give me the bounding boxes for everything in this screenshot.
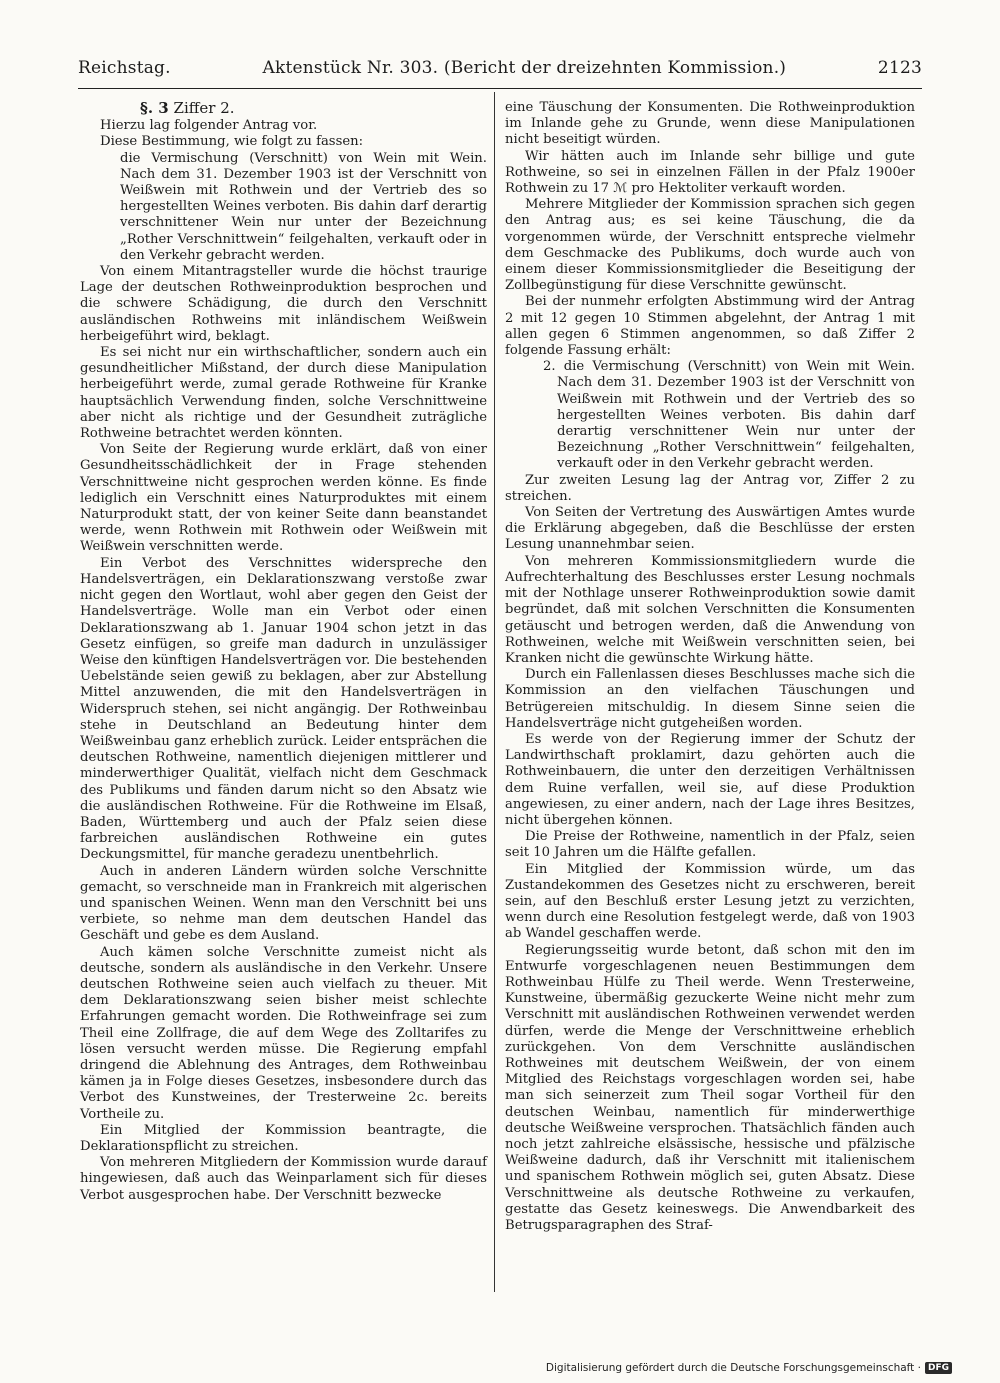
paragraph: Es werde von der Regierung immer der Schutz der Landwirthschaft proklamirt, dazu gehörten auch die Rothweinbauern, die unter den derzeitigen Verhältnissen dem Ruine verfallen, weil sie, auf diese Produktion angewiesen, zu einer andern, nach der Lage ihres Besitzes, nicht übergehen können.: [505, 731, 915, 828]
paragraph: Die Preise der Rothweine, namentlich in der Pfalz, seien seit 10 Jahren um die Hälfte gefallen.: [505, 829, 915, 861]
paragraph: die Vermischung (Verschnitt) von Wein mit Wein. Nach dem 31. Dezember 1903 ist der Verschnitt von Weißwein mit Rothwein und der Vertrieb des so hergestellten Weines verboten. Bis dahin darf derartig verschnittener Wein nur unter der Bezeichnung „Rother Verschnittwein“ feilgehalten, verkauft oder in den Verkehr gebracht werden.: [120, 150, 487, 263]
header-title: Aktenstück Nr. 303.: [262, 58, 439, 78]
paragraph: Hierzu lag folgender Antrag vor.: [100, 118, 318, 134]
paragraph: Auch kämen solche Verschnitte zumeist nicht als deutsche, sondern als ausländische in den Verkehr. Unsere deutschen Rothweine seien auch vielfach zu theuer. Mit dem Deklarationszwang seien bisher meist schlechte Erfahrungen gemacht worden. Die Rothweinfrage sei zum Theil eine Zollfrage, die auf dem Wege des Zolltarifes zu lösen versucht werden müsse. Die Regierung empfahl dringend die Ablehnung des Antrages, dem Rothweinbau kämen ja in Folge dieses Gesetzes, insbesondere durch das Verbot des Kunstweines, der Tresterweine 2c. bereits Vortheile zu.: [80, 944, 487, 1122]
right-column: [505, 100, 915, 1234]
paragraph: Von mehreren Mitgliedern der Kommission wurde darauf hingewiesen, daß auch das Weinparlament sich für dieses Verbot ausgesprochen habe. Der Verschnitt bezwecke: [80, 1155, 487, 1203]
section-heading-label: Ziffer 2.: [173, 99, 235, 117]
paragraph: Wir hätten auch im Inlande sehr billige und gute Rothweine, so sei in einzelnen Fällen in der Pfalz 1900er Rothwein zu 17 ℳ pro Hektoliter verkauft worden.: [505, 148, 915, 197]
section-heading: [140, 100, 487, 116]
paragraph: Von einem Mitantragsteller wurde die höchst traurige Lage der deutschen Rothweinproduktion besprochen und die schwere Schädigung, die durch den Verschnitt ausländischen Rothweins mit inländischem Weißwein herbeigeführt wird, beklagt.: [80, 264, 487, 344]
column-divider: [494, 92, 495, 1292]
right-paragraphs: [505, 100, 915, 1234]
paragraph: Bei der nunmehr erfolgten Abstimmung wird der Antrag 2 mit 12 gegen 10 Stimmen abgelehnt, der Antrag 1 mit allen gegen 6 Stimmen angenommen, so daß Ziffer 2 folgende Fassung erhält:: [505, 294, 915, 359]
section-heading-number: §. 3: [140, 99, 169, 117]
left-paragraphs: [80, 118, 487, 1204]
paragraph: Ein Verbot des Verschnittes widerspreche den Handelsverträgen, ein Deklarationszwang verstoße zwar nicht gegen den Wortlaut, wohl aber gegen den Geist der Handelsverträge. Wolle man ein Verbot oder einen Deklarationszwang ab 1. Januar 1904 schon jetzt in das Gesetz einfügen, so greife man dadurch in unzulässiger Weise den künftigen Handelsverträgen vor. Die bestehenden Uebelstände seien gewiß zu beklagen, aber zur Abstellung Mittel anzuwenden, die mit den Handelsverträgen in Widerspruch stehen, sei nicht angängig. Der Rothweinbau stehe in Deutschland an Bedeutung hinter dem Weißweinbau ganz erheblich zurück. Leider entsprächen die deutschen Rothweine, namentlich diejenigen mittlerer und minderwerthiger Qualität, vielfach nicht dem Geschmack des Publikums und fänden darum nicht so den Absatz wie die ausländischen Rothweine. Für die Rothweine im Elsaß, Baden, Württemberg und auch der Pfalz seien diese farbreichen ausländischen Rothweine ein gutes Deckungsmittel, für manche geradezu unentbehrlich.: [80, 555, 487, 863]
footer: [546, 1362, 952, 1374]
paragraph: eine Täuschung der Konsumenten. Die Rothweinproduktion im Inlande gehe zu Grunde, wenn diese Manipulationen nicht beseitigt würden.: [505, 100, 915, 148]
paragraph: Regierungsseitig wurde betont, daß schon mit den im Entwurfe vorgeschlagenen neuen Bestimmungen dem Rothweinbau Hülfe zu Theil werde. Wenn Tresterweine, Kunstweine, übermäßig gezuckerte Weine nicht mehr zum Verschnitt mit ausländischen Rothweinen verwendet werden dürfen, werde die Menge der Verschnittweine erheblich zurückgehen. Von dem Verschnitte ausländischen Rothweines mit deutschem Weißwein, der von einem Mitglied des Reichstags vorgeschlagen worden sei, habe man sich seinerzeit zum Theil sogar Vortheil für den deutschen Weinbau, namentlich für minderwerthige deutsche Weißweine versprochen. Thatsächlich fänden auch noch jetzt zahlreiche elsässische, hessische und pfälzische Weißweine dadurch, daß ihr Verschnitt mit italienischem und spanischem Rothwein möglich sei, guten Absatz. Diese Verschnittweine als deutsche Rothweine zu verkaufen, gestatte das Gesetz keineswegs. Die Anwendbarkeit des Betrugsparagraphen des Straf-: [505, 942, 915, 1234]
header-subtitle: (Bericht der dreizehnten Kommission.): [443, 58, 787, 78]
footer-text: Digitalisierung gefördert durch die Deutsche Forschungsgemeinschaft ·: [545, 1362, 921, 1374]
paragraph: Ein Mitglied der Kommission beantragte, die Deklarationspflicht zu streichen.: [80, 1122, 487, 1154]
paragraph: Auch in anderen Ländern würden solche Verschnitte gemacht, so verschneide man in Frankreich mit algerischen und spanischen Weinen. Wenn man den Verschnitt bei uns verbiete, so nehme man dem deutschen Handel das Geschäft und gebe es dem Ausland.: [80, 863, 487, 944]
header-left: Reichstag.: [78, 58, 171, 78]
running-header: [78, 58, 922, 88]
dfg-logo: DFG: [925, 1362, 952, 1374]
page-number: 2123: [877, 58, 922, 78]
paragraph: Von mehreren Kommissionsmitgliedern wurde die Aufrechterhaltung des Beschlusses erster Lesung nochmals mit der Nothlage unserer Rothweinproduktion sowie damit begründet, daß mit solchen Verschnitten die Konsumenten getäuscht und betrogen werden, daß die Anwendung von Rothweinen, welche mit Weißwein verschnitten seien, bei Kranken nicht die gewünschte Wirkung hätte.: [505, 553, 915, 666]
paragraph: Von Seiten der Vertretung des Auswärtigen Amtes wurde die Erklärung abgegeben, daß die Beschlüsse der ersten Lesung unannehmbar seien.: [505, 505, 915, 553]
paragraph: Es sei nicht nur ein wirthschaftlicher, sondern auch ein gesundheitlicher Mißstand, der durch diese Manipulation herbeigeführt werde, zumal gerade Rothweine für Kranke hauptsächlich Verwendung finden, solche Verschnittweine aber nicht als richtige und der Gesundheit zuträgliche Rothweine betrachtet werden könnten.: [80, 345, 487, 442]
paragraph: Durch ein Fallenlassen dieses Beschlusses mache sich die Kommission an den vielfachen Täuschungen und Betrügereien mitschuldig. In diesem Sinne seien die Handelsverträge nicht gutgeheißen worden.: [505, 667, 915, 731]
left-column: [80, 100, 487, 1204]
paragraph: Zur zweiten Lesung lag der Antrag vor, Ziffer 2 zu streichen.: [505, 472, 915, 504]
paragraph: Diese Bestimmung, wie folgt zu fassen:: [100, 134, 364, 150]
header-title-group: [171, 58, 878, 78]
paragraph: 2. die Vermischung (Verschnitt) von Wein mit Wein. Nach dem 31. Dezember 1903 ist der Verschnitt von Weißwein mit Rothwein und der Vertrieb des so hergestellten Weines verboten. Bis dahin darf derartig verschnittener Wein nur unter der Bezeichnung „Rother Verschnittwein“ feilgehalten, verkauft oder in den Verkehr gebracht werden.: [543, 359, 915, 472]
paragraph: Von Seite der Regierung wurde erklärt, daß von einer Gesundheitsschädlichkeit der in Frage stehenden Verschnittweine nicht gesprochen werden könne. Es finde lediglich ein Verschnitt eines Naturproduktes mit einem Naturprodukt statt, der von keiner Seite dann beanstandet werde, wenn Rothwein mit Rothwein oder Weißwein mit Weißwein verschnitten werde.: [80, 442, 487, 555]
header-rule: [78, 88, 922, 89]
paragraph: Ein Mitglied der Kommission würde, um das Zustandekommen des Gesetzes nicht zu erschweren, bereit sein, auf den Beschluß erster Lesung jetzt zu verzichten, wenn durch eine Resolution festgelegt werde, daß von 1903 ab Wandel geschaffen werde.: [505, 861, 915, 942]
paragraph: Mehrere Mitglieder der Kommission sprachen sich gegen den Antrag aus; es sei keine Täuschung, die da vorgenommen würde, der Verschnitt entspreche vielmehr dem Geschmacke des Publikums, doch wurde auch von einem dieser Kommissionsmitglieder die Beseitigung der Zollbegünstigung für diese Verschnitte gewünscht.: [505, 197, 915, 294]
